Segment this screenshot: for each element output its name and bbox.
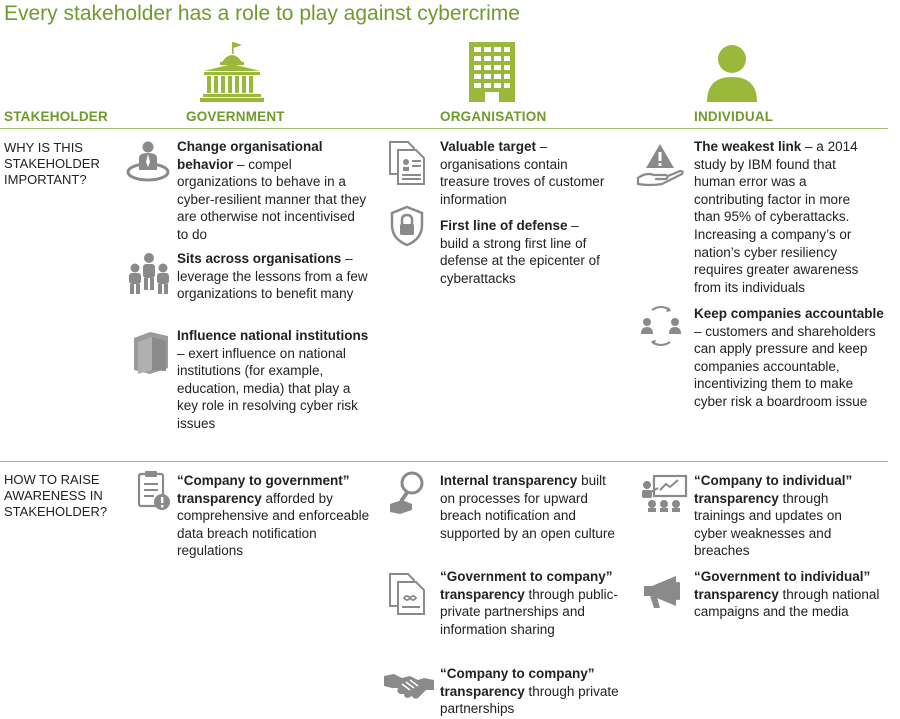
people-group-icon [126, 252, 172, 296]
row-divider [0, 461, 888, 462]
ind-how-item-2: “Government to individual” transparency through national campaigns and the media [694, 569, 880, 620]
ind-how-item-1: “Company to individual” transparency through trainings and updates on cyber weaknesses and breaches [694, 473, 853, 559]
ind-why-item-1: The weakest link – a 2014 study by IBM found that human error was a contributing factor in more than 95% of cyberattacks. Increasing a company’s or nation’s cyber resiliency requires greater awareness from its individuals [694, 139, 859, 295]
person-icon [705, 44, 759, 102]
gov-why-item-2: Sits across organisations – leverage the lessons from a few organizations to benefit many [177, 251, 368, 302]
warning-hand-icon [636, 142, 686, 188]
manager-circle-icon [124, 140, 172, 186]
government-building-icon [200, 40, 264, 102]
page-title: Every stakeholder has a role to play against cybercrime [4, 2, 520, 25]
individual-header: INDIVIDUAL [694, 109, 774, 124]
stakeholder-header: STAKEHOLDER [4, 109, 108, 124]
org-how-item-1: Internal transparency built on processes for upward breach notification and supported by an open culture [440, 473, 615, 541]
org-how-item-2: “Government to company” transparency through public-private partnerships and information sharing [440, 569, 618, 637]
government-header: GOVERNMENT [186, 109, 285, 124]
gov-why-item-3: Influence national institutions – exert influence on national institutions (for example, education, media) that play a key role in resolving cyber risk issues [177, 328, 369, 431]
lock-shield-icon [390, 205, 424, 247]
org-why-item-1: Valuable target – organisations contain treasure troves of customer information [440, 139, 605, 207]
handshake-icon [384, 670, 434, 700]
row-label-how: HOW TO RAISE AWARENESS IN STAKEHOLDER? [4, 472, 108, 519]
row-label-why: WHY IS THIS STAKEHOLDER IMPORTANT? [4, 140, 100, 187]
org-how-item-3: “Company to company” transparency through private partnerships [440, 666, 619, 717]
clipboard-alert-icon [136, 470, 172, 512]
header-divider [0, 128, 888, 129]
office-building-icon [465, 42, 519, 102]
cycle-people-icon [638, 304, 684, 348]
books-icon [130, 330, 172, 376]
organisation-header: ORGANISATION [440, 109, 547, 124]
documents-infinity-icon [388, 572, 426, 616]
gov-why-item-1: Change organisational behavior – compel organizations to behave in a cyber-resilient manner that they are otherwise not incentivised to do [177, 139, 367, 242]
ind-why-item-2: Keep companies accountable – customers and shareholders can apply pressure and keep companies accountable, incentivizing them to make cyber risk a boardroom issue [694, 306, 884, 409]
magnifier-hand-icon [388, 470, 430, 518]
presentation-icon [640, 474, 688, 512]
megaphone-icon [642, 574, 686, 610]
documents-icon [388, 140, 426, 186]
gov-how-item-1: “Company to government” transparency afforded by comprehensive and enforceable data breach notification regulations [177, 473, 370, 559]
org-why-item-2: First line of defense – build a strong first line of defense at the epicenter of cyberattacks [440, 218, 600, 286]
